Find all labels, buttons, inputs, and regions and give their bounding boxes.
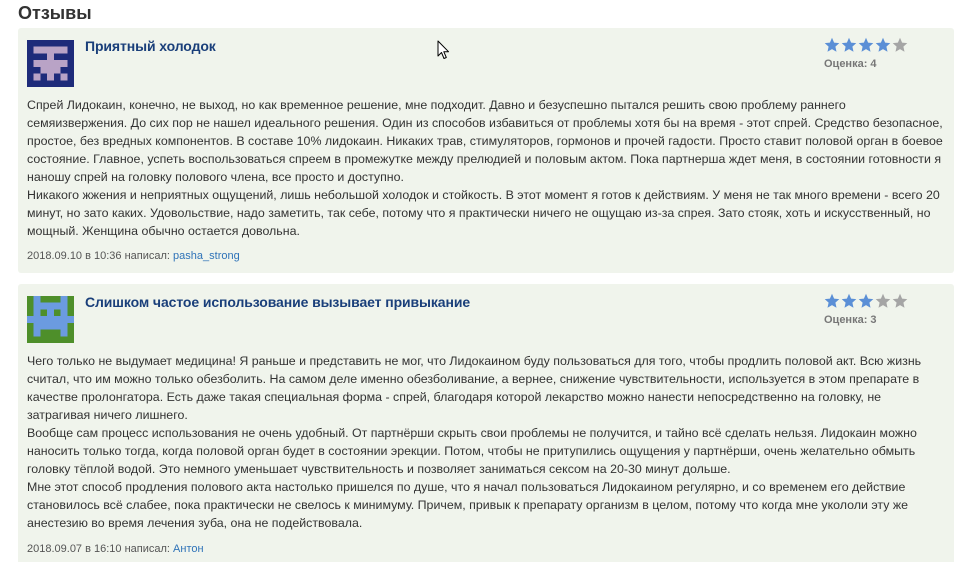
review-meta [27, 543, 204, 555]
star-empty-icon [892, 293, 908, 309]
review-text [27, 352, 947, 532]
review-card [18, 284, 954, 562]
rating-label: Оценка: 4 [824, 58, 877, 70]
avatar[interactable] [26, 296, 75, 343]
review-text [27, 96, 947, 240]
reviews-section-title: Отзывы [18, 3, 92, 23]
star-filled-icon [841, 293, 857, 309]
review-title: Приятный холодок [85, 38, 216, 54]
author-link[interactable]: Антон [173, 543, 204, 555]
review-title: Слишком частое использование вызывает привыкание [85, 294, 471, 310]
star-filled-icon [824, 37, 840, 53]
rating [824, 37, 924, 70]
review-date: 2018.09.10 в 10:36 написал: [27, 250, 170, 262]
review-date: 2018.09.07 в 16:10 написал: [27, 543, 170, 555]
rating [824, 293, 924, 326]
author-link[interactable]: pasha_strong [173, 250, 240, 262]
review-meta [27, 250, 240, 262]
star-filled-icon [858, 293, 874, 309]
rating-stars [824, 293, 924, 309]
review-paragraph: Вообще сам процесс использования не очень удобный. От партнёрши скрыть свои проблемы не получится, и тайно всё сделать нельзя. Лидокаин можно наносить только тогда, когда половой орган будет в состоянии эрекции. Потом, чтобы не притупились ощущения у партнёрши, очень желательно обмыть головку тёплой водой. Это немного уменьшает чувствительность и позволяет заниматься сексом на 20-30 минут дольше. [27, 426, 917, 476]
rating-label: Оценка: 3 [824, 314, 877, 326]
star-filled-icon [841, 37, 857, 53]
star-empty-icon [892, 37, 908, 53]
review-card [18, 28, 954, 273]
star-filled-icon [858, 37, 874, 53]
review-paragraph: Никакого жжения и неприятных ощущений, лишь небольшой холодок и стойкость. В этот момент я готов к действиям. У меня не так много времени - всего 20 минут, но зато каких. Удовольствие, надо заметить, так себе, потому что я практически ничего не ощущаю из-за спрея. Зато стояк, хоть и искусственный, но мощный. Женщина обычно остается довольна. [27, 188, 940, 238]
pixel-avatar-icon [26, 296, 75, 343]
review-paragraph: Спрей Лидокаин, конечно, не выход, но как временное решение, мне подходит. Давно и безуспешно пытался решить свою проблему раннего семяизвержения. До сих пор не нашел идеального решения. Один из способов избавиться от проблемы хотя бы на время - этот спрей. Средство безопасное, простое, без вредных компонентов. В составе 10% лидокаин. Никаких трав, стимуляторов, гормонов и прочей гадости. Просто ставит половой орган в боевое состояние. Главное, успеть воспользоваться спреем в промежутке между прелюдией и половым актом. Пока партнерша ждет меня, в состоянии готовности я наношу спрей на головку полового члена, все просто и доступно. [27, 98, 943, 184]
review-paragraph: Чего только не выдумает медицина! Я раньше и представить не мог, что Лидокаином буду пользоваться для того, чтобы продлить половой акт. Всю жизнь считал, что им можно только обезболить. На самом деле именно обезболивание, а вернее, снижение чувствительности, используется в этом препарате в качестве пролонгатора. Есть даже такая специальная форма - спрей, благодаря которой лекарство можно нанести непосредственно на головку, не затрагивая ничего лишнего. [27, 354, 922, 422]
star-filled-icon [875, 37, 891, 53]
pixel-avatar-icon [26, 40, 75, 87]
mouse-cursor-icon [437, 40, 451, 61]
rating-stars [824, 37, 924, 53]
star-empty-icon [875, 293, 891, 309]
star-filled-icon [824, 293, 840, 309]
avatar[interactable] [26, 40, 75, 87]
review-paragraph: Мне этот способ продления полового акта настолько пришелся по душе, что я начал пользоваться Лидокаином регулярно, и со временем его действие становилось всё слабее, пока практически не свелось к минимуму. Причем, привык к препарату организм в целом, потому что когда мне укололи эту же анестезию во время лечения зуба, она не подействовала. [27, 480, 909, 530]
